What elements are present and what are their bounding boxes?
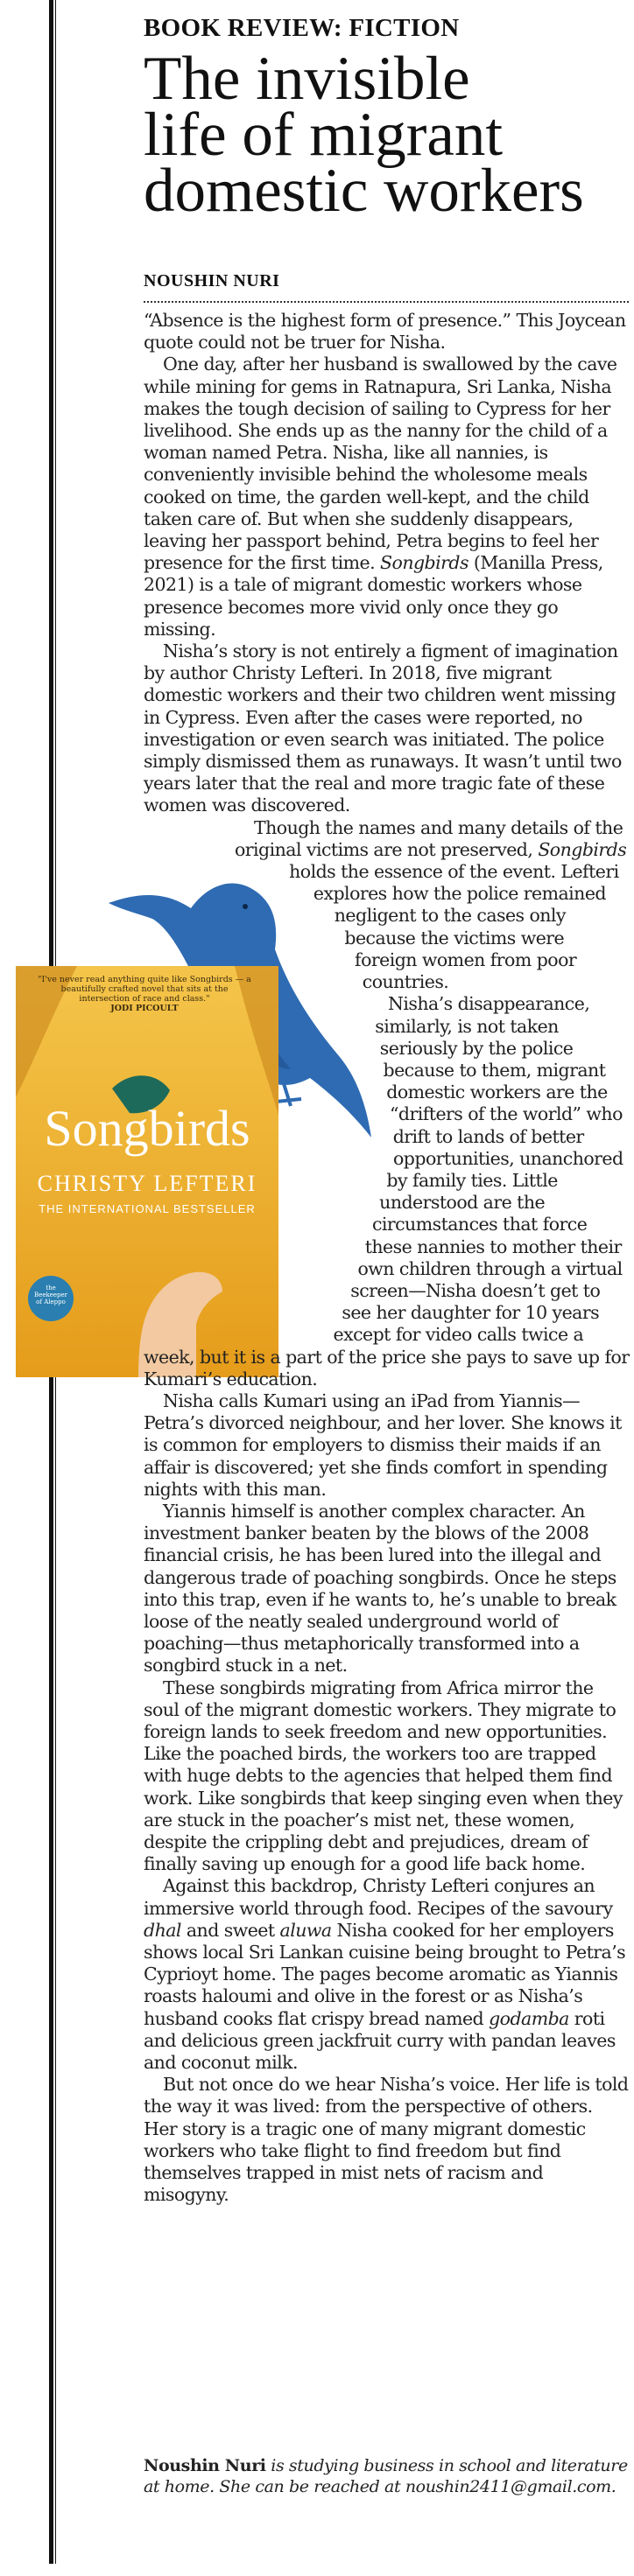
paragraph: Against this backdrop, Christy Lefteri conjures an immersive world through food. Recipes of the savoury dhal and sweet aluwa Nisha cooked for her employers shows local Sri Lankan cuisine being brought to Petra’s Cyprioyt home. The pages become aromatic as Yiannis roasts haloumi and olive in the forest or as Nisha’s husband cooks flat crispy bread named godamba roti and delicious green jackfruit curry with pandan leaves and coconut milk. bbox=[144, 1875, 626, 2074]
paragraph: Though the names and many details of the original victims are not preserved, Songbirds holds the essence of the event. Lefteri explores how the police remained negligent to the cases only because the victims were foreign women from poor countries. bbox=[235, 816, 627, 993]
award-badge-label: the Beekeeper of Aleppo bbox=[34, 1284, 67, 1306]
paragraph: Nisha’s story is not entirely a figment of imagination by author Christy Lefteri. In 2018, five migrant domestic workers and their two children went missing in Cypress. Even after the cases were reported, no investigation or even search was initiated. The police simply dismissed them as runaways. It wasn’t until two years later that the real and more tragic fate of these women was discovered. bbox=[144, 640, 622, 816]
paragraph: But not once do we hear Nisha’s voice. Her life is told the way it was lived: from the perspective of others. Her story is a tragic one of many migrant domestic workers who take flight to find freedom but find themselves trapped in mist nets of racism and misogyny. bbox=[144, 2074, 629, 2206]
section-kicker: BOOK REVIEW: FICTION bbox=[144, 14, 460, 42]
cover-blurb-source: JODI PICOULT bbox=[110, 1004, 179, 1013]
paragraph: Nisha calls Kumari using an iPad from Yiannis—Petra’s divorced neighbour, and her lover. She knows it is common for employers to dismiss their maids if an affair is discovered; yet she finds comfort in spending nights with this man. bbox=[144, 1390, 622, 1500]
paragraph: “Absence is the highest form of presence.” This Joycean quote could not be truer for Nisha. bbox=[144, 310, 626, 354]
headline-line: domestic workers bbox=[144, 157, 584, 225]
author-bio bbox=[144, 2455, 630, 2497]
bio-text: is studying business in school and literature at home. She can be reached at noushin2411@gmail.com. bbox=[144, 2456, 628, 2496]
bio-name: Noushin Nuri bbox=[144, 2456, 266, 2475]
cover-tagline: THE INTERNATIONAL BESTSELLER bbox=[39, 1202, 256, 1215]
byline: NOUSHIN NURI bbox=[144, 271, 280, 290]
paragraph: Nisha’s disappearance, similarly, is not taken seriously by the police because to them, migrant domestic workers are the “drifters of the world” who drift to lands of better opportunities, unanchored by family ties. Little understood are the circumstances that force these nannies to mother their own children through a virtual screen—Nisha doesn’t get to see her daughter for 10 years except for video calls twice a week, but it is a part of the price she pays to save up for Kumari’s education. bbox=[144, 993, 630, 1390]
paragraph: These songbirds migrating from Africa mirror the soul of the migrant domestic workers. They migrate to foreign lands to seek freedom and new opportunities. Like the poached birds, the workers too are trapped with huge debts to the agencies that helped them find work. Like songbirds that keep singing even when they are stuck in the poacher’s mist net, these women, despite the crippling debt and prejudices, dream of finally saving up enough for a good life back home. bbox=[144, 1676, 623, 1875]
article-body bbox=[144, 310, 630, 2206]
cover-author: CHRISTY LEFTERI bbox=[37, 1171, 257, 1196]
page-title bbox=[144, 45, 634, 225]
dotted-divider bbox=[144, 301, 629, 303]
headline-line: The invisible bbox=[144, 45, 470, 113]
headline-line: life of migrant bbox=[144, 101, 504, 169]
paragraph: Yiannis himself is another complex character. An investment banker beaten by the blows of the 2008 financial crisis, he has been lured into the illegal and dangerous trade of poaching songbirds. Once he steps into this trap, even if he wants to, he’s unable to break loose of the neatly sealed underground world of poaching—thus metaphorically transformed into a songbird stuck in a net. bbox=[144, 1500, 616, 1676]
cover-blurb-text: "I've never read anything quite like Songbirds — a beautifully crafted novel that sits at the intersection of race and class." bbox=[38, 975, 251, 1004]
paragraph: One day, after her husband is swallowed by the cave while mining for gems in Ratnapura, Sri Lanka, Nisha makes the tough decision of sailing to Cypress for her livelihood. She ends up as the nanny for the child of a woman named Petra. Nisha, like all nannies, is conveniently invisible behind the wholesome meals cooked on time, the garden well-kept, and the child taken care of. But when she suddenly disappears, leaving her passport behind, Petra begins to feel her presence for the first time. Songbirds (Manilla Press, 2021) is a tale of migrant domestic workers whose presence becomes more vivid only once they go missing. bbox=[144, 354, 617, 640]
cover-title: Songbirds bbox=[44, 1100, 250, 1157]
